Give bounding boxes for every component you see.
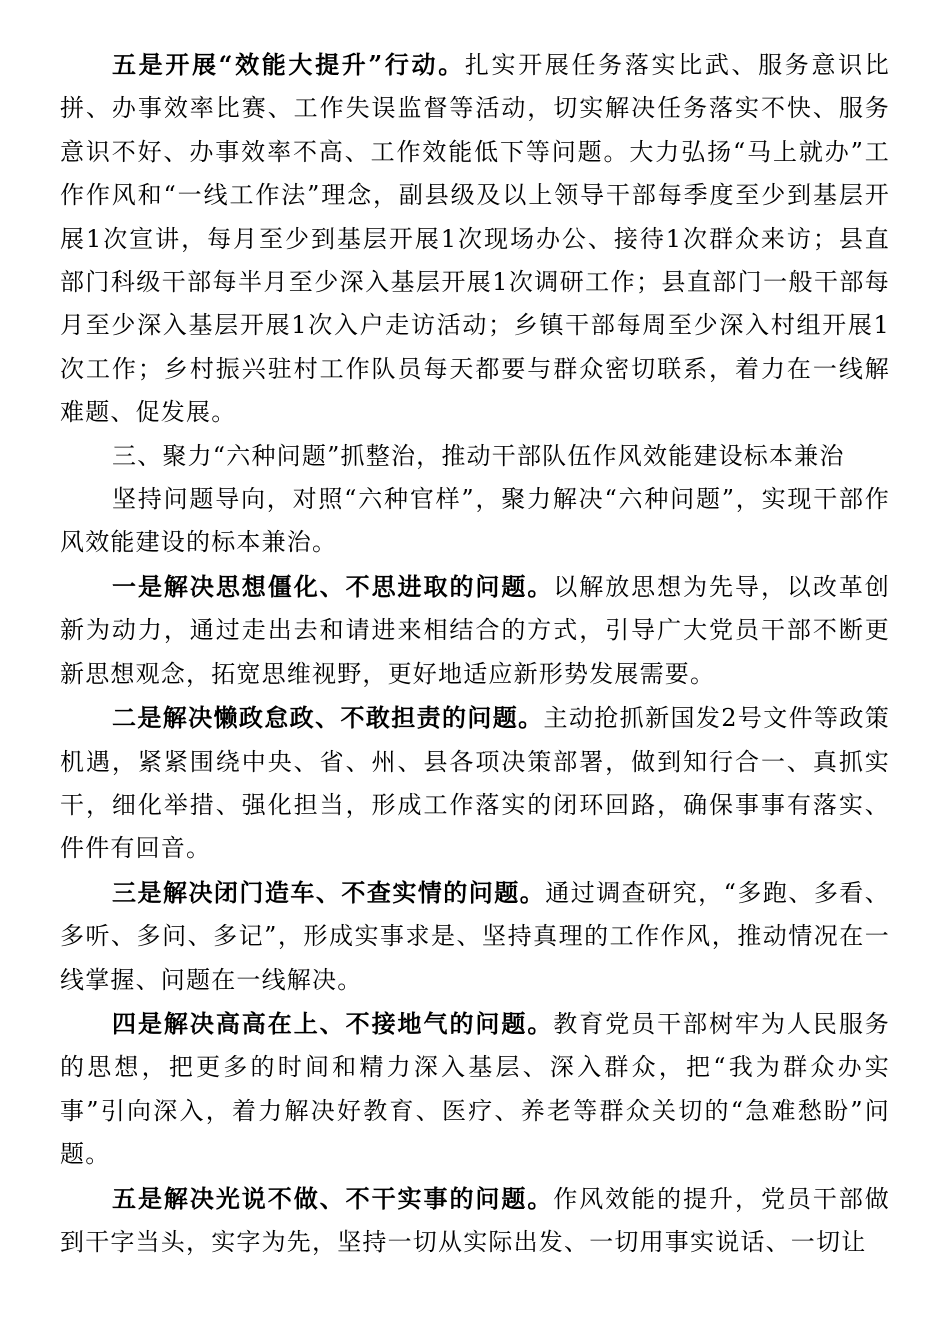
item-lead: 一是解决思想僵化、不思进取的问题。 [112,571,554,601]
item-lead: 三是解决闭门造车、不查实情的问题。 [112,877,546,907]
list-item [60,565,890,696]
item-body: 作风效能的提升，党员干部做到干字当头，实字为先，坚持一切从实际出发、一切用事实说话、一切让 [60,1184,890,1256]
document-page [60,43,890,1264]
list-item [60,1177,890,1265]
list-item [60,871,890,1002]
paragraph-efficiency-action [60,43,890,435]
section-heading: 三、聚力“六种问题”抓整治，推动干部队伍作风效能建设标本兼治 [112,441,845,470]
item-body: 主动抢抓新国发2号文件等政策机遇，紧紧围绕中央、省、州、县各项决策部署，做到知行合一、真抓实干，细化举措、强化担当，形成工作落实的闭环回路，确保事事有落实、件件有回音。 [60,704,890,863]
item-body: 教育党员干部树牢为人民服务的思想，把更多的时间和精力深入基层、深入群众，把“我为群众办实事”引向深入，着力解决好教育、医疗、养老等群众关切的“急难愁盼”问题。 [60,1009,890,1169]
item-lead: 二是解决懒政怠政、不敢担责的问题。 [112,703,544,733]
item-body: 通过调查研究，“多跑、多看、多听、多问、多记”，形成实事求是、坚持真理的工作作风，推动情况在一线掌握、问题在一线解决。 [60,878,890,994]
item-body: 以解放思想为先导，以改革创新为动力，通过走出去和请进来相结合的方式，引导广大党员干部不断更新思想观念，拓宽思维视野，更好地适应新形势发展需要。 [60,572,890,688]
paragraph-lead: 五是开展“效能大提升”行动。 [112,50,465,79]
list-item [60,1002,890,1177]
item-lead: 四是解决高高在上、不接地气的问题。 [112,1008,554,1038]
paragraph-body: 扎实开展任务落实比武、服务意识比拼、办事效率比赛、工作失误监督等活动，切实解决任务落实不快、服务意识不好、办事效率不高、工作效能低下等问题。大力弘扬“马上就办”工作作风和“一线工作法”理念，副县级及以上领导干部每季度至少到基层开展1次宣讲，每月至少到基层开展1次现场办公、接待1次群众来访；县直部门科级干部每半月至少深入基层开展1次调研工作；县直部门一般干部每月至少深入基层开展1次入户走访活动；乡镇干部每周至少深入村组开展1次工作；乡村振兴驻村工作队员每天都要与群众密切联系，着力在一线解难题、促发展。 [60,51,890,427]
list-item [60,696,890,871]
section-intro: 坚持问题导向，对照“六种官样”，聚力解决“六种问题”，实现干部作风效能建设的标本兼治。 [60,485,890,557]
item-lead: 五是解决光说不做、不干实事的问题。 [112,1183,554,1213]
